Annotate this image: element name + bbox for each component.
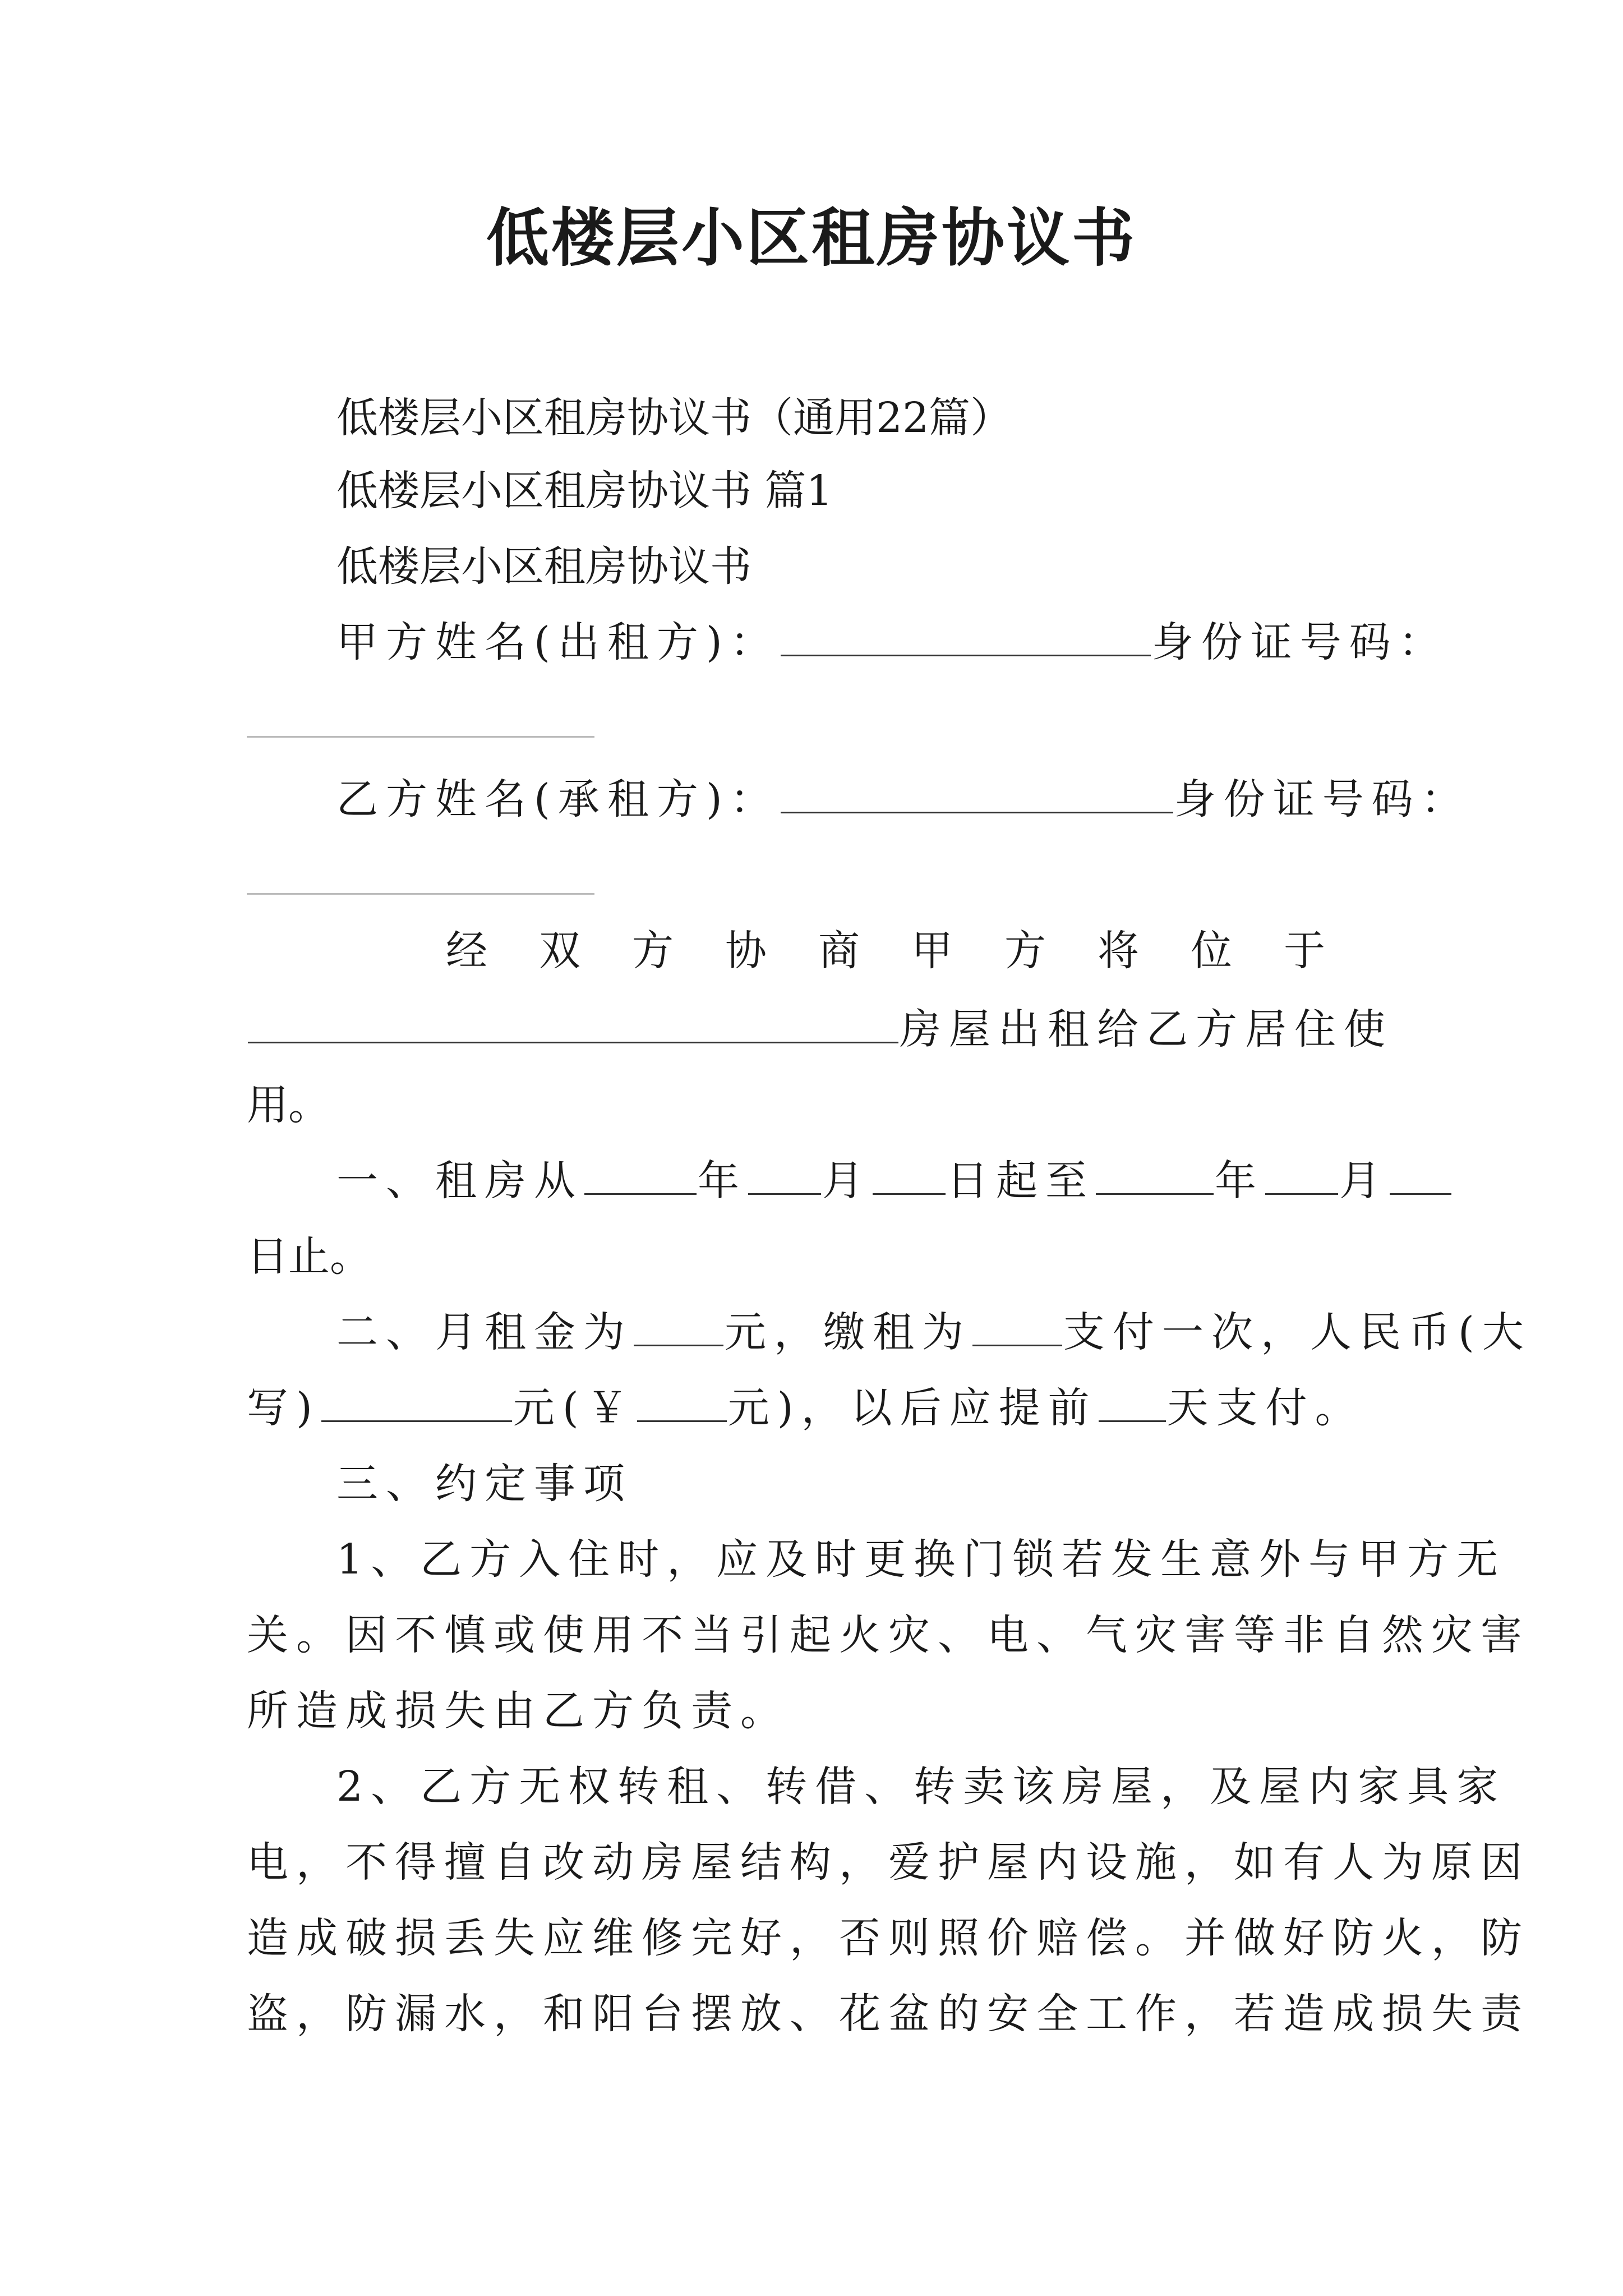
- rent-yuan-label: 元(￥: [513, 1384, 636, 1432]
- term-year2-label: 年: [1215, 1157, 1264, 1205]
- rent-line-2: [247, 1377, 1364, 1439]
- clause-1-line-1: 1、乙方入住时，应及时更换门锁若发生意外与甲方无: [336, 1535, 1506, 1584]
- party-b-line: [336, 769, 1470, 830]
- consult-text: 经双方协商甲方将位于: [446, 927, 1377, 975]
- house-use-cont: 用。: [247, 1081, 330, 1129]
- house-line: [247, 999, 1393, 1060]
- term-year-label: 年: [698, 1157, 747, 1205]
- party-b-id-blank[interactable]: [247, 893, 594, 895]
- subtitle-line: 低楼层小区租房协议书（通用22篇）: [336, 394, 1012, 442]
- end-day-blank[interactable]: [1390, 1154, 1451, 1195]
- term-month2-label: 月: [1339, 1157, 1389, 1205]
- term-until-label: 日起至: [947, 1157, 1095, 1205]
- start-year-blank[interactable]: [584, 1154, 697, 1195]
- clause-2-line-1: 2、乙方无权转租、转借、转卖该房屋，及屋内家具家: [336, 1763, 1506, 1811]
- end-month-blank[interactable]: [1265, 1154, 1338, 1195]
- party-a-name-blank[interactable]: [781, 615, 1151, 656]
- party-b-id-label: 身份证号码：: [1174, 775, 1470, 823]
- clause-1-line-2: 关。因不慎或使用不当引起火灾、电、气灾害等非自然灾害: [247, 1611, 1530, 1659]
- house-use-text: 房屋出租给乙方居住使: [900, 1005, 1393, 1053]
- party-a-line: [336, 611, 1448, 673]
- clause-2-line-4: 盗，防漏水，和阳台摆放、花盆的安全工作，若造成损失责: [247, 1990, 1530, 2038]
- rent-amount-blank[interactable]: [634, 1305, 723, 1346]
- party-a-id-blank[interactable]: [247, 736, 594, 738]
- party-a-id-label: 身份证号码：: [1151, 618, 1448, 666]
- start-month-blank[interactable]: [748, 1154, 821, 1195]
- rent-caps-label: 写): [247, 1384, 320, 1432]
- party-b-label: 乙方姓名(承租方)：: [336, 775, 780, 823]
- chapter-title-line: 低楼层小区租房协议书: [336, 542, 751, 591]
- start-day-blank[interactable]: [873, 1154, 946, 1195]
- clause-2-line-3: 造成破损丢失应维修完好，否则照价赔偿。并做好防火，防: [247, 1914, 1530, 1962]
- rent-label: 二、月租金为: [336, 1308, 633, 1356]
- term-start-label: 一、租房从: [336, 1157, 583, 1205]
- rent-rmb-label: 支付一次，人民币(大: [1063, 1308, 1532, 1356]
- document-title: 低楼层小区租房协议书: [486, 202, 1137, 275]
- rent-advance-label: 元)，以后应提前: [727, 1384, 1098, 1432]
- rent-days-blank[interactable]: [1099, 1381, 1166, 1422]
- rent-days-label: 天支付。: [1166, 1384, 1364, 1432]
- clause-1-line-3: 所造成损失由乙方负责。: [247, 1687, 790, 1735]
- section-3-heading: 三、约定事项: [336, 1460, 633, 1508]
- house-address-blank[interactable]: [248, 1002, 898, 1043]
- rent-cycle-blank[interactable]: [972, 1305, 1062, 1346]
- end-year-blank[interactable]: [1096, 1154, 1214, 1195]
- party-b-name-blank[interactable]: [781, 772, 1173, 813]
- rent-number-blank[interactable]: [637, 1381, 727, 1422]
- chapter-line: 低楼层小区租房协议书 篇1: [336, 467, 833, 515]
- clause-2-line-2: 电，不得擅自改动房屋结构，爱护屋内设施，如有人为原因: [247, 1838, 1530, 1887]
- rent-line: [336, 1301, 1532, 1363]
- rent-caps-blank[interactable]: [321, 1381, 512, 1422]
- term-line: [336, 1150, 1453, 1212]
- rent-pay-label: 元，缴租为: [725, 1308, 971, 1356]
- term-end-line: 日止。: [247, 1232, 371, 1281]
- party-a-label: 甲方姓名(出租方)：: [336, 618, 780, 666]
- term-month-label: 月: [822, 1157, 872, 1205]
- consult-line: [446, 920, 1377, 982]
